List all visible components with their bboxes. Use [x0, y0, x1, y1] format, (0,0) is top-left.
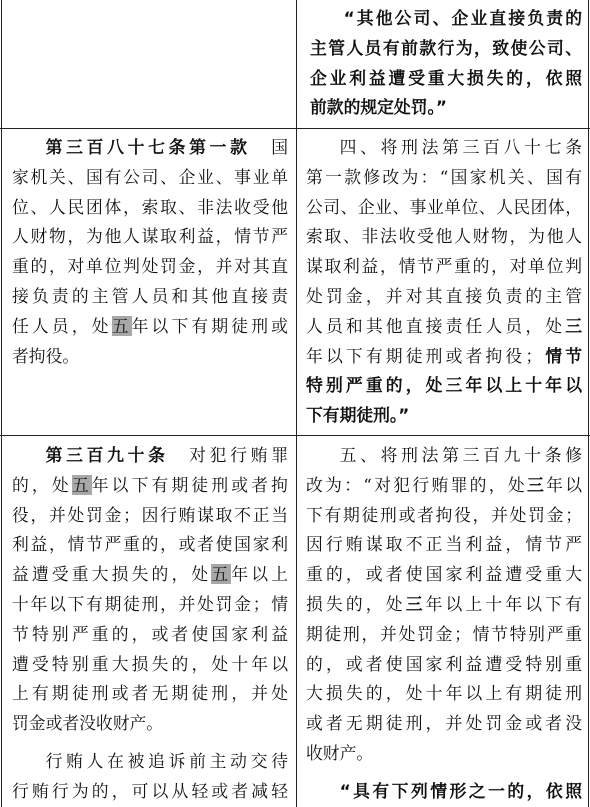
- text-line: 行贿行为的，可以从轻或者减轻: [12, 780, 288, 801]
- row2-right-paragraph: [306, 133, 582, 431]
- text-line: 益遭受重大损失的，处五年以上: [12, 564, 288, 585]
- text-line: 家机关、国有公司、企业、事业单: [12, 166, 288, 187]
- text-line: 索取、非法收受他人财物，为他人: [306, 226, 582, 247]
- text-line: 接负责的主管人员和其他直接责: [12, 285, 288, 306]
- text-line: 企业利益遭受重大损失的，依照: [310, 67, 582, 88]
- row-divider-2: [0, 435, 590, 436]
- text-line: 的，处五年以下有期徒刑或者拘: [12, 474, 288, 495]
- row2-left-cell: [12, 133, 288, 371]
- text-line: 利益，情节严重的，或者使国家利: [12, 534, 288, 555]
- amended-word: 三: [405, 593, 426, 614]
- amended-phrase: 情节: [542, 345, 582, 366]
- amended-word: 三: [526, 474, 547, 495]
- text-line: 役，并处罚金；因行贿谋取不正当: [12, 504, 288, 525]
- text-line: 五、将刑法第三百九十条修: [339, 445, 582, 465]
- table-border-left: [1, 0, 2, 807]
- text-line: 因行贿谋取不正当利益，情节严: [306, 534, 582, 555]
- text-line: 主管人员有前款行为，致使公司、: [310, 37, 582, 58]
- row3-right-paragraph-2: [306, 777, 582, 807]
- row2-left-paragraph: [12, 133, 288, 371]
- article-heading: 第三百八十七条第一款: [45, 137, 251, 157]
- text-line: 十年以下有期徒刑，并处罚金；情: [12, 593, 288, 614]
- text-line: “其他公司、企业直接负责的: [343, 8, 582, 28]
- column-divider: [296, 0, 297, 807]
- row3-left-paragraph: [12, 441, 288, 739]
- text-line: 人财物，为他人谋取利益，情节严: [12, 226, 288, 247]
- text-line: 收财产。: [306, 742, 374, 763]
- text-line: 公司、企业、事业单位、人民团体，: [306, 196, 582, 217]
- text-line: 谋取利益，情节严重的，对单位判: [306, 256, 582, 277]
- highlighted-word: 五: [211, 564, 232, 585]
- row3-right-cell: [306, 441, 582, 807]
- text-line: 改为：“对犯行贿罪的，处三年以: [306, 474, 582, 495]
- text-line: 特别严重的，处三年以上十年以: [306, 375, 582, 396]
- text-line: 损失的，处三年以上十年以下有: [306, 593, 582, 614]
- text-line: 重的，或者使国家利益遭受重大: [306, 564, 582, 585]
- text-line: 四、将刑法第三百八十七条: [339, 137, 582, 157]
- row3-left-paragraph-2: [12, 747, 288, 807]
- text-line: 者拘役。: [12, 345, 80, 366]
- text-line: 下有期徒刑或者拘役，并处罚金；: [306, 504, 582, 525]
- text-line: 行贿人在被追诉前主动交待: [45, 750, 288, 771]
- text-line: 下有期徒刑。”: [306, 405, 410, 426]
- text-line: 任人员，处五年以下有期徒刑或: [12, 315, 288, 336]
- row3-left-cell: [12, 441, 288, 807]
- text-line: 年以下有期徒刑或者拘役；情节: [306, 345, 582, 366]
- text-line: 第三百九十条 对犯行贿罪: [45, 445, 288, 465]
- row3-right-paragraph: [306, 441, 582, 769]
- text-line: 重的，对单位判处罚金，并对其直: [12, 256, 288, 277]
- table-border-right: [588, 0, 589, 807]
- text-line: 的，或者使国家利益遭受特别重: [306, 653, 582, 674]
- text-line: 前款的规定处罚。”: [310, 97, 447, 118]
- row1-right-cell: [310, 4, 582, 123]
- text-line: 位、人民团体，索取、非法收受他: [12, 196, 288, 217]
- text-line: 罚金或者没收财产。: [12, 713, 164, 734]
- text-line: 上有期徒刑或者无期徒刑，并处: [12, 683, 288, 704]
- text-line: 人员和其他直接责任人员，处三: [306, 315, 582, 336]
- row2-right-cell: [306, 133, 582, 431]
- text-line: 节特别严重的，或者使国家利益: [12, 623, 288, 644]
- text-line: 第三百八十七条第一款 国: [45, 137, 288, 157]
- highlighted-word: 五: [111, 315, 132, 336]
- row-divider-1: [0, 128, 590, 129]
- row1-right-paragraph: [310, 4, 582, 123]
- highlighted-word: 五: [71, 474, 92, 495]
- amended-word: 三: [565, 315, 582, 336]
- text-line: 期徒刑，并处罚金；情节特别严重: [306, 623, 582, 644]
- text-line: 遭受特别重大损失的，处十年以: [12, 653, 288, 674]
- text-line: 第一款修改为：“国家机关、国有: [306, 166, 582, 187]
- text-line: “具有下列情形之一的，依照: [339, 780, 582, 801]
- text-line: 或者无期徒刑，并处罚金或者没: [306, 713, 582, 734]
- article-heading: 第三百九十条: [45, 445, 169, 465]
- text-line: 处罚金，并对其直接负责的主管: [306, 285, 582, 306]
- text-line: 大损失的，处十年以上有期徒刑: [306, 683, 582, 704]
